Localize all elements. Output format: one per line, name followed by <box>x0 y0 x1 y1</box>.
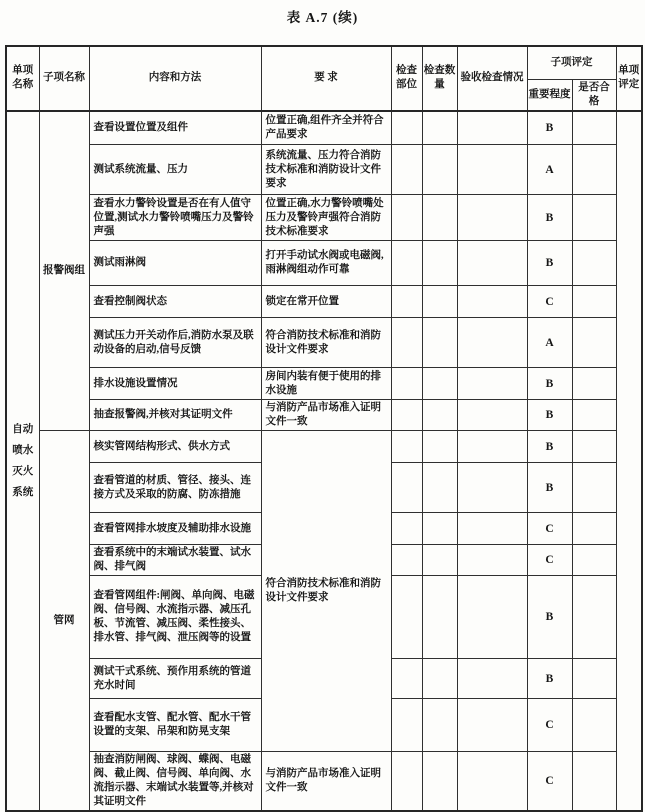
header-item-name: 单项名称 <box>6 46 39 111</box>
importance-cell: B <box>527 400 572 431</box>
check-qty-cell <box>422 195 457 241</box>
table-row <box>6 195 642 241</box>
acceptance-cell <box>457 368 527 400</box>
group-cell-pipe-network: 管网 <box>39 431 89 812</box>
header-acceptance: 验收检查情况 <box>457 46 527 111</box>
requirement-cell: 与消防产品市场准入证明文件一致 <box>261 400 391 431</box>
acceptance-cell <box>457 752 527 812</box>
check-qty-cell <box>422 145 457 195</box>
qualified-cell <box>572 752 616 812</box>
check-part-cell <box>391 659 422 699</box>
check-part-cell <box>391 145 422 195</box>
header-subitem-name: 子项名称 <box>39 46 89 111</box>
qualified-cell <box>572 545 616 576</box>
check-qty-cell <box>422 286 457 318</box>
table-row <box>6 431 642 463</box>
qualified-cell <box>572 111 616 145</box>
content-cell: 测试压力开关动作后,消防水泵及联动设备的启动,信号反馈 <box>89 318 261 368</box>
check-qty-cell <box>422 659 457 699</box>
requirement-cell: 与消防产品市场准入证明文件一致 <box>261 752 391 812</box>
acceptance-cell <box>457 400 527 431</box>
item-eval-cell <box>616 111 642 812</box>
content-cell: 测试雨淋阀 <box>89 241 261 286</box>
check-part-cell <box>391 195 422 241</box>
requirement-merged-cell: 符合消防技术标准和消防设计文件要求 <box>261 431 391 752</box>
importance-cell: C <box>527 752 572 812</box>
content-cell: 抽查报警阀,并核对其证明文件 <box>89 400 261 431</box>
check-part-cell <box>391 513 422 545</box>
table-row <box>6 368 642 400</box>
importance-cell: B <box>527 431 572 463</box>
acceptance-cell <box>457 545 527 576</box>
acceptance-cell <box>457 195 527 241</box>
check-part-cell <box>391 241 422 286</box>
qualified-cell <box>572 318 616 368</box>
table-row <box>6 241 642 286</box>
acceptance-cell <box>457 576 527 659</box>
acceptance-cell <box>457 431 527 463</box>
header-requirement: 要 求 <box>261 46 391 111</box>
acceptance-cell <box>457 463 527 513</box>
qualified-cell <box>572 286 616 318</box>
requirement-cell: 位置正确,组件齐全并符合产品要求 <box>261 111 391 145</box>
check-part-cell <box>391 752 422 812</box>
qualified-cell <box>572 513 616 545</box>
acceptance-cell <box>457 145 527 195</box>
requirement-cell: 符合消防技术标准和消防设计文件要求 <box>261 318 391 368</box>
qualified-cell <box>572 241 616 286</box>
importance-cell: C <box>527 699 572 752</box>
content-cell: 查看管网组件:闸阀、单向阀、电磁阀、信号阀、水流指示器、减压孔板、节流管、减压阀、柔性接头、排水管、排气阀、泄压阀等的设置 <box>89 576 261 659</box>
qualified-cell <box>572 400 616 431</box>
inspection-table <box>5 45 643 812</box>
qualified-cell <box>572 195 616 241</box>
qualified-cell <box>572 431 616 463</box>
importance-cell: B <box>527 463 572 513</box>
qualified-cell <box>572 463 616 513</box>
check-part-cell <box>391 286 422 318</box>
qualified-cell <box>572 145 616 195</box>
content-cell: 查看设置位置及组件 <box>89 111 261 145</box>
table-row <box>6 752 642 812</box>
check-qty-cell <box>422 431 457 463</box>
content-cell: 测试干式系统、预作用系统的管道充水时间 <box>89 659 261 699</box>
check-qty-cell <box>422 576 457 659</box>
check-part-cell <box>391 318 422 368</box>
check-part-cell <box>391 463 422 513</box>
importance-cell: C <box>527 513 572 545</box>
requirement-cell: 锁定在常开位置 <box>261 286 391 318</box>
header-content-method: 内容和方法 <box>89 46 261 111</box>
content-cell: 查看管道的材质、管径、接头、连接方式及采取的防腐、防冻措施 <box>89 463 261 513</box>
requirement-cell: 打开手动试水阀或电磁阀,雨淋阀组动作可靠 <box>261 241 391 286</box>
check-part-cell <box>391 111 422 145</box>
acceptance-cell <box>457 111 527 145</box>
group-cell-alarm-valve: 报警阀组 <box>39 111 89 431</box>
content-cell: 测试系统流量、压力 <box>89 145 261 195</box>
header-check-part: 检查部位 <box>391 46 422 111</box>
check-part-cell <box>391 400 422 431</box>
content-cell: 查看系统中的末端试水装置、试水阀、排气阀 <box>89 545 261 576</box>
content-cell: 查看水力警铃设置是否在有人值守位置,测试水力警铃喷嘴压力及警铃声强 <box>89 195 261 241</box>
acceptance-cell <box>457 659 527 699</box>
table-row <box>6 111 642 145</box>
check-qty-cell <box>422 318 457 368</box>
importance-cell: B <box>527 659 572 699</box>
importance-cell: C <box>527 545 572 576</box>
content-cell: 查看配水支管、配水管、配水干管设置的支架、吊架和防晃支架 <box>89 699 261 752</box>
check-qty-cell <box>422 241 457 286</box>
content-cell: 查看控制阀状态 <box>89 286 261 318</box>
requirement-cell: 系统流量、压力符合消防技术标准和消防设计文件要求 <box>261 145 391 195</box>
qualified-cell <box>572 368 616 400</box>
header-row-1 <box>6 46 642 79</box>
header-qualified: 是否合格 <box>572 79 616 111</box>
check-qty-cell <box>422 368 457 400</box>
check-part-cell <box>391 431 422 463</box>
item-name-cell: 自动喷水灭火系统 <box>6 111 39 812</box>
importance-cell: B <box>527 241 572 286</box>
check-part-cell <box>391 368 422 400</box>
table-row <box>6 318 642 368</box>
table-title: 表 A.7 (续) <box>286 10 359 25</box>
importance-cell: B <box>527 111 572 145</box>
header-check-qty: 检查数量 <box>422 46 457 111</box>
content-cell: 核实管网结构形式、供水方式 <box>89 431 261 463</box>
check-qty-cell <box>422 545 457 576</box>
importance-cell: A <box>527 145 572 195</box>
requirement-cell: 房间内装有便于使用的排水设施 <box>261 368 391 400</box>
qualified-cell <box>572 576 616 659</box>
table-row <box>6 286 642 318</box>
check-qty-cell <box>422 463 457 513</box>
acceptance-cell <box>457 318 527 368</box>
check-qty-cell <box>422 752 457 812</box>
header-subitem-eval: 子项评定 <box>527 46 616 79</box>
content-cell: 排水设施设置情况 <box>89 368 261 400</box>
importance-cell: C <box>527 286 572 318</box>
importance-cell: A <box>527 318 572 368</box>
check-part-cell <box>391 576 422 659</box>
acceptance-cell <box>457 286 527 318</box>
check-qty-cell <box>422 513 457 545</box>
check-part-cell <box>391 545 422 576</box>
check-qty-cell <box>422 111 457 145</box>
check-qty-cell <box>422 400 457 431</box>
importance-cell: B <box>527 195 572 241</box>
acceptance-cell <box>457 699 527 752</box>
header-item-eval: 单项评定 <box>616 46 642 111</box>
content-cell: 抽查消防闸阀、球阀、蝶阀、电磁阀、截止阀、信号阀、单向阀、水流指示器、末端试水装置等,并核对其证明文件 <box>89 752 261 812</box>
check-part-cell <box>391 699 422 752</box>
table-row <box>6 400 642 431</box>
importance-cell: B <box>527 576 572 659</box>
qualified-cell <box>572 699 616 752</box>
check-qty-cell <box>422 699 457 752</box>
header-importance: 重要程度 <box>527 79 572 111</box>
importance-cell: B <box>527 368 572 400</box>
qualified-cell <box>572 659 616 699</box>
content-cell: 查看管网排水坡度及辅助排水设施 <box>89 513 261 545</box>
acceptance-cell <box>457 513 527 545</box>
table-row <box>6 145 642 195</box>
requirement-cell: 位置正确,水力警铃喷嘴处压力及警铃声强符合消防技术标准要求 <box>261 195 391 241</box>
acceptance-cell <box>457 241 527 286</box>
